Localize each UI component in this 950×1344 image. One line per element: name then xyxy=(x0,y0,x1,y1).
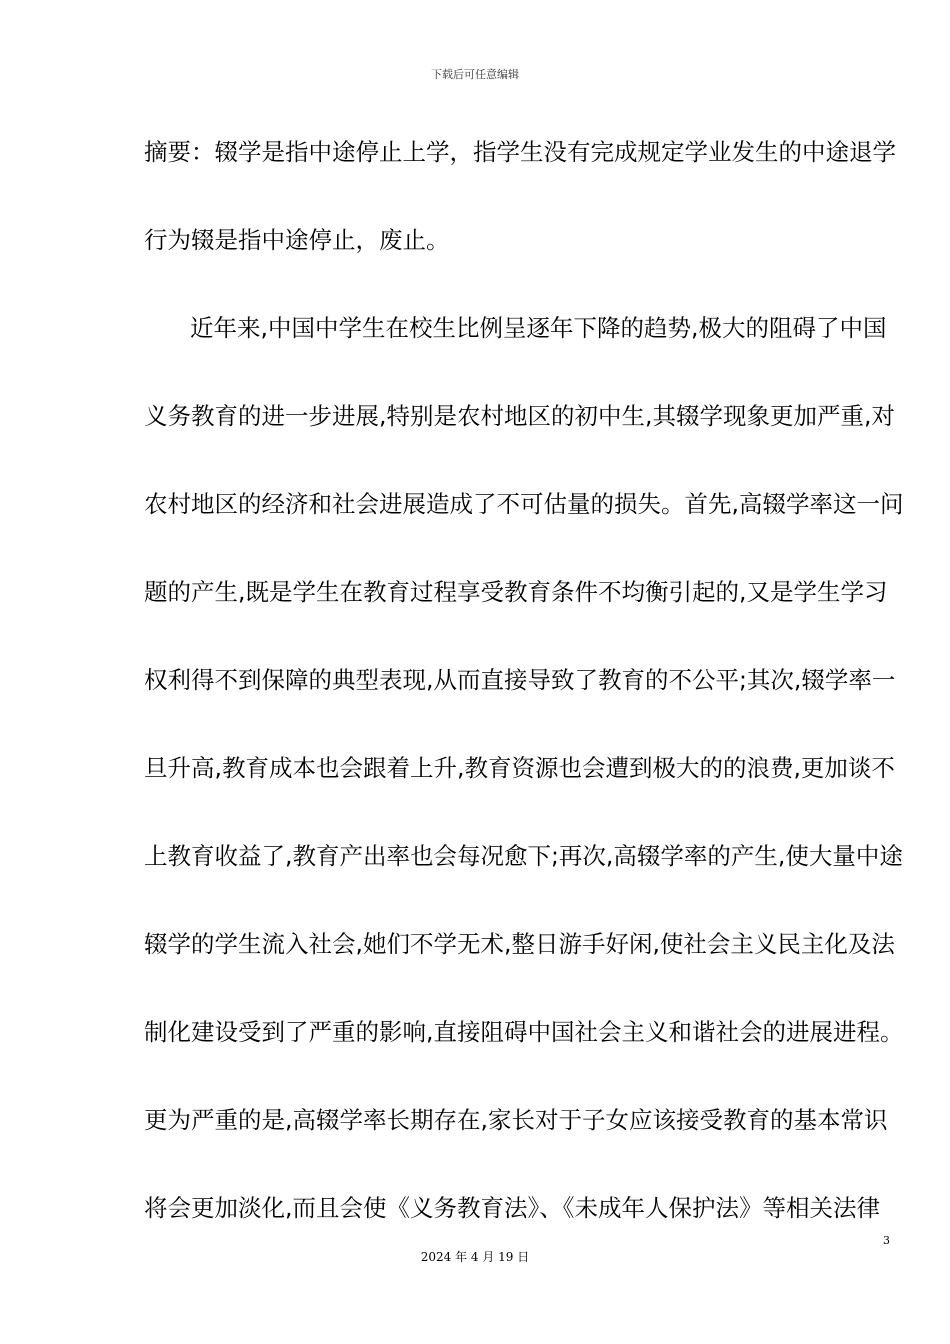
paragraph-line-9: 制化建设受到了严重的影响,直接阻碍中国社会主义和谐社会的进展进程。 xyxy=(144,1018,904,1046)
paragraph-line-10: 更为严重的是,高辍学率长期存在,家长对于子女应该接受教育的基本常识 xyxy=(144,1106,888,1134)
paragraph-line-7: 上教育收益了,教育产出率也会每况愈下;再次,高辍学率的产生,使大量中途 xyxy=(144,842,903,870)
paragraph-line-5: 权利得不到保障的典型表现,从而直接导致了教育的不公平;其次,辍学率一 xyxy=(144,666,896,694)
paragraph-line-3: 农村地区的经济和社会进展造成了不可估量的损失。首先,高辍学率这一问 xyxy=(144,490,904,518)
paragraph-line-8: 辍学的学生流入社会,她们不学无术,整日游手好闲,使社会主义民主化及法 xyxy=(144,930,895,958)
page-number: 3 xyxy=(883,1234,890,1247)
paragraph-line-2: 义务教育的进一步进展,特别是农村地区的初中生,其辍学现象更加严重,对 xyxy=(144,402,895,430)
page-header: 下载后可任意编辑 xyxy=(431,68,519,81)
document-body xyxy=(144,128,904,1272)
footer-date: 2024 年 4 月 19 日 xyxy=(420,1250,530,1264)
paragraph-line-1: 近年来,中国中学生在校生比例呈逐年下降的趋势,极大的阻碍了中国 xyxy=(190,314,887,342)
abstract-line-2: 行为辍是指中途停止，废止。 xyxy=(144,226,450,254)
abstract-line-1: 摘要：辍学是指中途停止上学，指学生没有完成规定学业发生的中途退学 xyxy=(144,138,896,166)
paragraph-line-4: 题的产生,既是学生在教育过程享受教育条件不均衡引起的,又是学生学习 xyxy=(144,578,888,606)
paragraph-line-11: 将会更加淡化,而且会使《义务教育法》、《未成年人保护法》等相关法律 xyxy=(144,1194,880,1222)
paragraph-line-6: 旦升高,教育成本也会跟着上升,教育资源也会遭到极大的的浪费,更加谈不 xyxy=(144,754,895,782)
